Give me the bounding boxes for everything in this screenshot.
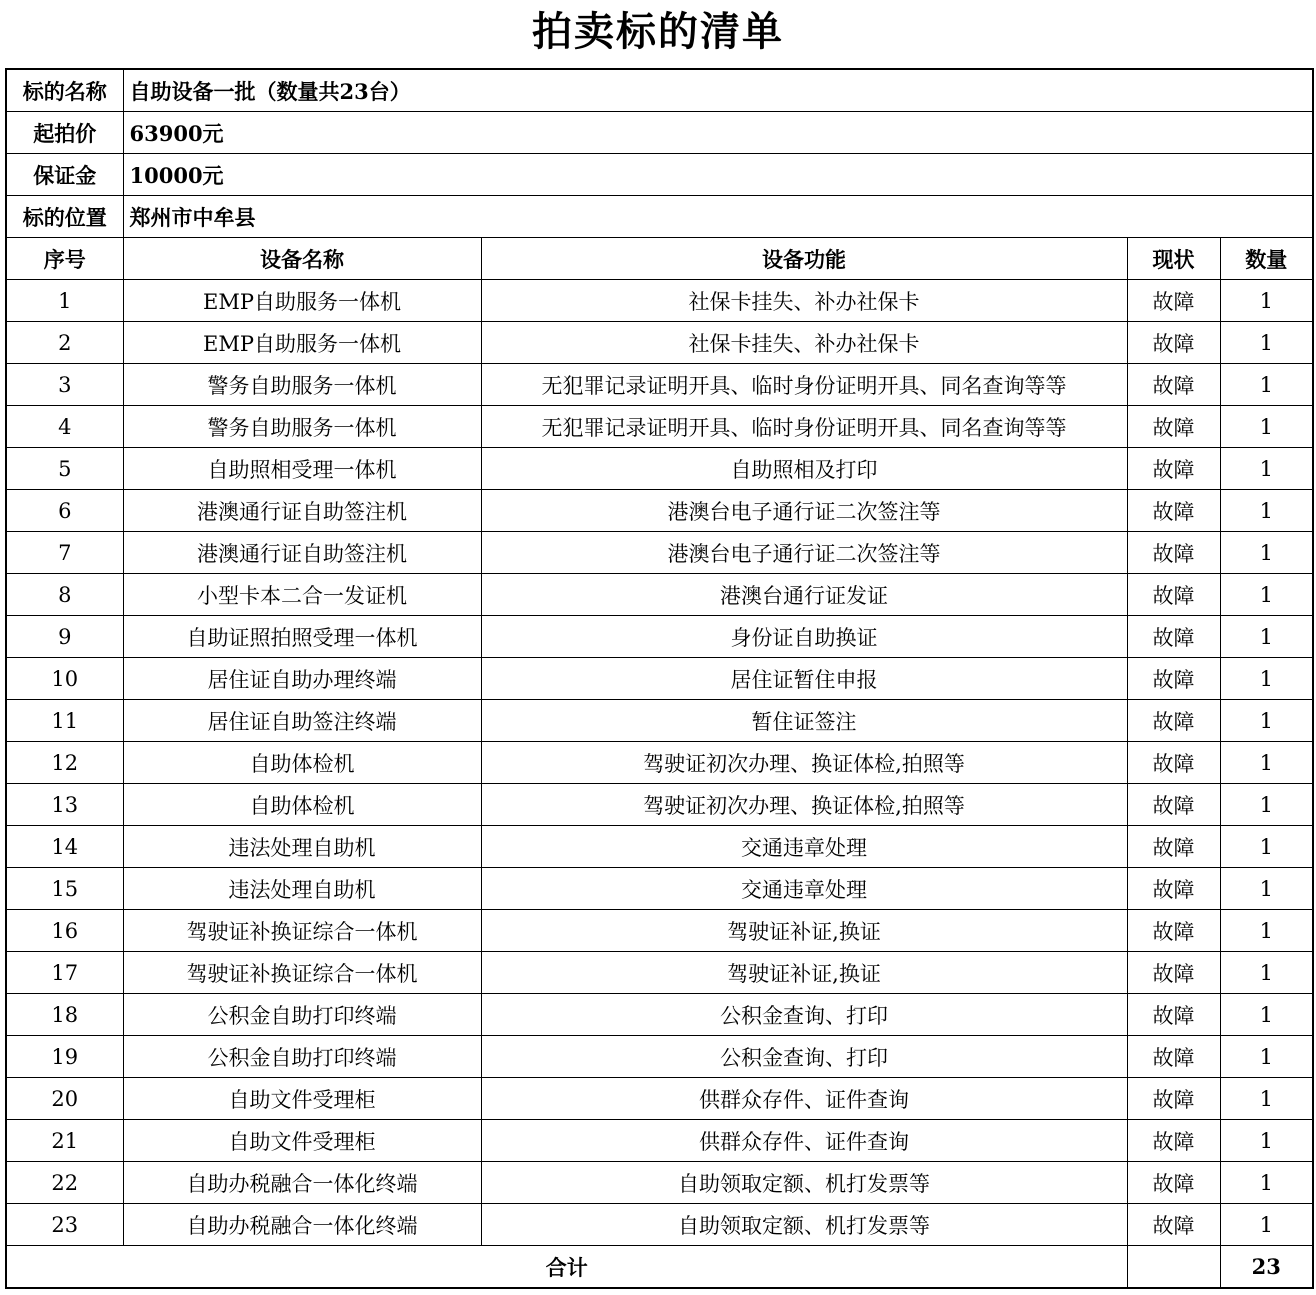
- device-quantity: 1: [1220, 994, 1313, 1036]
- device-status: 故障: [1127, 952, 1220, 994]
- row-index: 3: [6, 364, 123, 406]
- device-quantity: 1: [1220, 658, 1313, 700]
- device-function: 自助领取定额、机打发票等: [481, 1204, 1127, 1246]
- row-index: 4: [6, 406, 123, 448]
- device-quantity: 1: [1220, 280, 1313, 322]
- device-name: 驾驶证补换证综合一体机: [123, 952, 481, 994]
- device-quantity: 1: [1220, 406, 1313, 448]
- device-name: 违法处理自助机: [123, 868, 481, 910]
- auction-table: [5, 68, 1314, 1289]
- table-row: [6, 952, 1313, 994]
- info-value: 自助设备一批（数量共23台）: [123, 69, 1313, 112]
- table-row: [6, 616, 1313, 658]
- row-index: 5: [6, 448, 123, 490]
- device-name: 自助体检机: [123, 784, 481, 826]
- device-status: 故障: [1127, 910, 1220, 952]
- info-value: 10000元: [123, 154, 1313, 196]
- info-value: 63900元: [123, 112, 1313, 154]
- table-row: [6, 1120, 1313, 1162]
- device-status: 故障: [1127, 532, 1220, 574]
- device-function: 社保卡挂失、补办社保卡: [481, 322, 1127, 364]
- device-quantity: 1: [1220, 1120, 1313, 1162]
- column-header-row: [6, 238, 1313, 280]
- device-quantity: 1: [1220, 616, 1313, 658]
- info-label: 标的位置: [6, 196, 123, 238]
- device-status: 故障: [1127, 700, 1220, 742]
- table-row: [6, 700, 1313, 742]
- table-row: [6, 826, 1313, 868]
- device-name: 港澳通行证自助签注机: [123, 490, 481, 532]
- device-status: 故障: [1127, 1078, 1220, 1120]
- device-status: 故障: [1127, 448, 1220, 490]
- column-header-function: 设备功能: [481, 238, 1127, 280]
- total-empty-cell: [1127, 1246, 1220, 1289]
- table-row: [6, 448, 1313, 490]
- device-function: 港澳台通行证发证: [481, 574, 1127, 616]
- device-function: 自助照相及打印: [481, 448, 1127, 490]
- device-status: 故障: [1127, 490, 1220, 532]
- device-name: 居住证自助签注终端: [123, 700, 481, 742]
- device-function: 无犯罪记录证明开具、临时身份证明开具、同名查询等等: [481, 406, 1127, 448]
- row-index: 13: [6, 784, 123, 826]
- device-name: EMP自助服务一体机: [123, 280, 481, 322]
- device-status: 故障: [1127, 406, 1220, 448]
- device-quantity: 1: [1220, 448, 1313, 490]
- device-quantity: 1: [1220, 1162, 1313, 1204]
- device-quantity: 1: [1220, 910, 1313, 952]
- table-row: [6, 1162, 1313, 1204]
- column-header-index: 序号: [6, 238, 123, 280]
- device-name: 自助照相受理一体机: [123, 448, 481, 490]
- device-status: 故障: [1127, 616, 1220, 658]
- row-index: 9: [6, 616, 123, 658]
- table-row: [6, 490, 1313, 532]
- device-name: 自助办税融合一体化终端: [123, 1162, 481, 1204]
- device-quantity: 1: [1220, 490, 1313, 532]
- row-index: 8: [6, 574, 123, 616]
- device-status: 故障: [1127, 658, 1220, 700]
- total-row: [6, 1246, 1313, 1289]
- row-index: 2: [6, 322, 123, 364]
- row-index: 7: [6, 532, 123, 574]
- device-function: 港澳台电子通行证二次签注等: [481, 532, 1127, 574]
- row-index: 14: [6, 826, 123, 868]
- device-function: 公积金查询、打印: [481, 994, 1127, 1036]
- device-quantity: 1: [1220, 868, 1313, 910]
- row-index: 12: [6, 742, 123, 784]
- row-index: 11: [6, 700, 123, 742]
- device-name: 警务自助服务一体机: [123, 406, 481, 448]
- device-name: 小型卡本二合一发证机: [123, 574, 481, 616]
- table-row: [6, 658, 1313, 700]
- device-name: 居住证自助办理终端: [123, 658, 481, 700]
- info-row-name: [6, 69, 1313, 112]
- row-index: 23: [6, 1204, 123, 1246]
- device-name: 违法处理自助机: [123, 826, 481, 868]
- info-label: 标的名称: [6, 69, 123, 112]
- device-function: 暂住证签注: [481, 700, 1127, 742]
- device-function: 驾驶证补证,换证: [481, 910, 1127, 952]
- device-function: 驾驶证初次办理、换证体检,拍照等: [481, 784, 1127, 826]
- device-name: 驾驶证补换证综合一体机: [123, 910, 481, 952]
- total-label: 合计: [6, 1246, 1127, 1289]
- device-quantity: 1: [1220, 784, 1313, 826]
- device-function: 交通违章处理: [481, 868, 1127, 910]
- total-value: 23: [1220, 1246, 1313, 1289]
- row-index: 22: [6, 1162, 123, 1204]
- row-index: 6: [6, 490, 123, 532]
- device-status: 故障: [1127, 322, 1220, 364]
- device-name: 港澳通行证自助签注机: [123, 532, 481, 574]
- table-row: [6, 532, 1313, 574]
- device-status: 故障: [1127, 994, 1220, 1036]
- device-quantity: 1: [1220, 742, 1313, 784]
- device-status: 故障: [1127, 1120, 1220, 1162]
- device-status: 故障: [1127, 364, 1220, 406]
- device-function: 自助领取定额、机打发票等: [481, 1162, 1127, 1204]
- table-row: [6, 280, 1313, 322]
- device-name: 公积金自助打印终端: [123, 994, 481, 1036]
- device-quantity: 1: [1220, 574, 1313, 616]
- device-quantity: 1: [1220, 1204, 1313, 1246]
- table-body: [6, 69, 1313, 1246]
- device-status: 故障: [1127, 1204, 1220, 1246]
- device-quantity: 1: [1220, 532, 1313, 574]
- table-row: [6, 784, 1313, 826]
- device-name: 自助文件受理柜: [123, 1120, 481, 1162]
- device-function: 居住证暂住申报: [481, 658, 1127, 700]
- column-header-quantity: 数量: [1220, 238, 1313, 280]
- device-function: 无犯罪记录证明开具、临时身份证明开具、同名查询等等: [481, 364, 1127, 406]
- row-index: 19: [6, 1036, 123, 1078]
- device-function: 驾驶证补证,换证: [481, 952, 1127, 994]
- device-status: 故障: [1127, 1036, 1220, 1078]
- device-name: 自助文件受理柜: [123, 1078, 481, 1120]
- device-status: 故障: [1127, 826, 1220, 868]
- device-function: 社保卡挂失、补办社保卡: [481, 280, 1127, 322]
- info-row-deposit: [6, 154, 1313, 196]
- row-index: 1: [6, 280, 123, 322]
- device-quantity: 1: [1220, 1036, 1313, 1078]
- table-row: [6, 406, 1313, 448]
- column-header-status: 现状: [1127, 238, 1220, 280]
- device-quantity: 1: [1220, 1078, 1313, 1120]
- row-index: 10: [6, 658, 123, 700]
- table-row: [6, 364, 1313, 406]
- device-status: 故障: [1127, 868, 1220, 910]
- device-function: 驾驶证初次办理、换证体检,拍照等: [481, 742, 1127, 784]
- row-index: 20: [6, 1078, 123, 1120]
- table-row: [6, 1204, 1313, 1246]
- device-name: EMP自助服务一体机: [123, 322, 481, 364]
- device-status: 故障: [1127, 574, 1220, 616]
- device-status: 故障: [1127, 1162, 1220, 1204]
- row-index: 18: [6, 994, 123, 1036]
- device-quantity: 1: [1220, 700, 1313, 742]
- device-quantity: 1: [1220, 364, 1313, 406]
- device-function: 身份证自助换证: [481, 616, 1127, 658]
- device-function: 港澳台电子通行证二次签注等: [481, 490, 1127, 532]
- device-name: 公积金自助打印终端: [123, 1036, 481, 1078]
- device-quantity: 1: [1220, 826, 1313, 868]
- device-function: 供群众存件、证件查询: [481, 1078, 1127, 1120]
- table-row: [6, 910, 1313, 952]
- page-title: 拍卖标的清单: [532, 8, 784, 55]
- table-row: [6, 742, 1313, 784]
- table-row: [6, 1036, 1313, 1078]
- device-function: 公积金查询、打印: [481, 1036, 1127, 1078]
- row-index: 16: [6, 910, 123, 952]
- device-name: 自助证照拍照受理一体机: [123, 616, 481, 658]
- table-row: [6, 868, 1313, 910]
- device-status: 故障: [1127, 280, 1220, 322]
- row-index: 21: [6, 1120, 123, 1162]
- table-row: [6, 574, 1313, 616]
- device-function: 交通违章处理: [481, 826, 1127, 868]
- table-row: [6, 322, 1313, 364]
- info-label: 保证金: [6, 154, 123, 196]
- device-name: 警务自助服务一体机: [123, 364, 481, 406]
- device-name: 自助体检机: [123, 742, 481, 784]
- device-name: 自助办税融合一体化终端: [123, 1204, 481, 1246]
- device-status: 故障: [1127, 742, 1220, 784]
- device-quantity: 1: [1220, 952, 1313, 994]
- info-label: 起拍价: [6, 112, 123, 154]
- row-index: 17: [6, 952, 123, 994]
- info-value: 郑州市中牟县: [123, 196, 1313, 238]
- row-index: 15: [6, 868, 123, 910]
- device-quantity: 1: [1220, 322, 1313, 364]
- column-header-device-name: 设备名称: [123, 238, 481, 280]
- table-row: [6, 1078, 1313, 1120]
- info-row-location: [6, 196, 1313, 238]
- device-function: 供群众存件、证件查询: [481, 1120, 1127, 1162]
- table-row: [6, 994, 1313, 1036]
- device-status: 故障: [1127, 784, 1220, 826]
- info-row-start-price: [6, 112, 1313, 154]
